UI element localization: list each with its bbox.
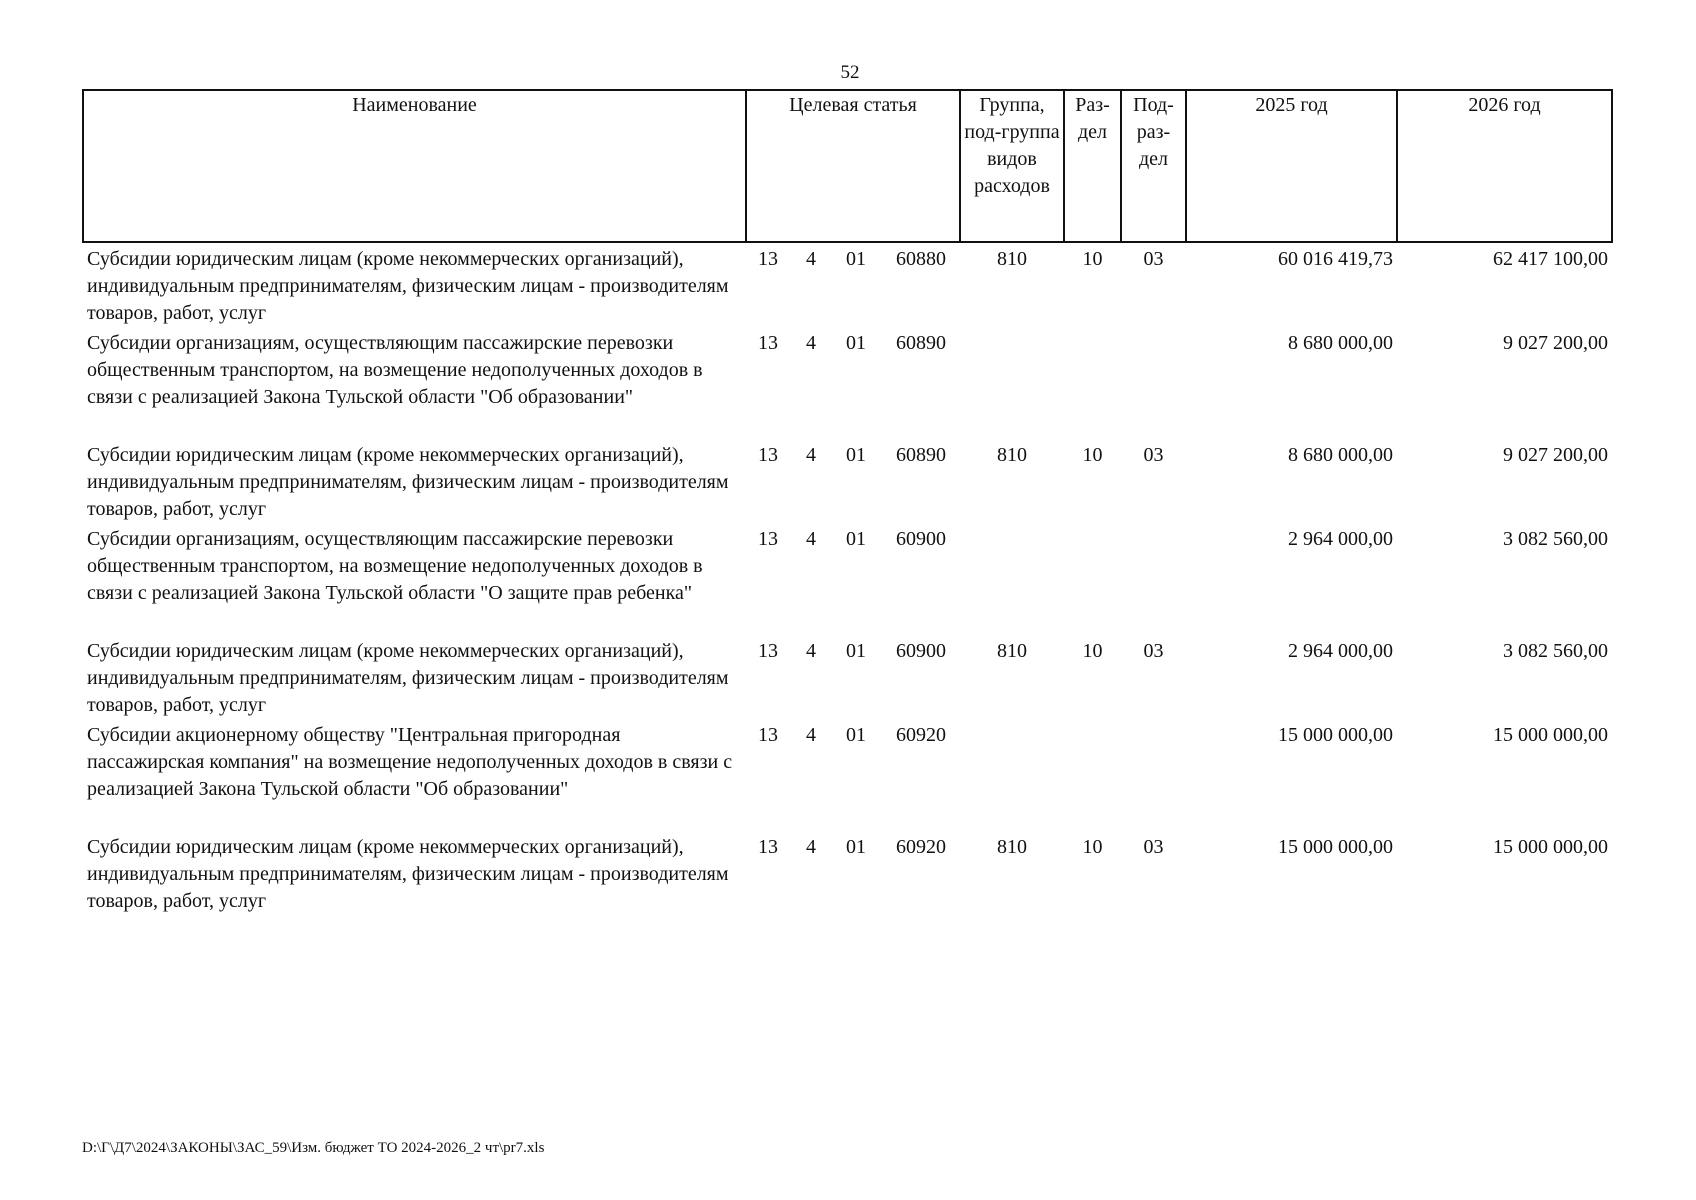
header-expense-group: Группа, под-группа видов расходов bbox=[960, 90, 1064, 242]
row-target-code bbox=[746, 327, 960, 439]
code-part: 01 bbox=[846, 528, 866, 550]
row-subsection bbox=[1121, 327, 1186, 439]
row-name: Субсидии юридическим лицам (кроме некоммерческих организаций), индивидуальным предпринимателям, физическим лицам - производителям товаров, работ, услуг bbox=[87, 640, 729, 716]
table-row bbox=[83, 523, 1612, 635]
code-part: 4 bbox=[806, 444, 816, 466]
code-part: 60900 bbox=[896, 528, 946, 550]
header-name: Наименование bbox=[83, 90, 746, 242]
code-part: 4 bbox=[806, 248, 816, 270]
code-part: 01 bbox=[846, 332, 866, 354]
row-section bbox=[1064, 327, 1121, 439]
code-part: 13 bbox=[758, 528, 778, 550]
row-amount-2025: 8 680 000,00 bbox=[1288, 444, 1393, 466]
row-target-code bbox=[746, 523, 960, 635]
row-group: 810 bbox=[997, 444, 1027, 466]
row-subsection: 03 bbox=[1143, 640, 1164, 662]
row-group bbox=[960, 327, 1064, 439]
code-part: 60900 bbox=[896, 640, 946, 662]
row-name: Субсидии организациям, осуществляющим пассажирские перевозки общественным транспортом, на возмещение недополученных доходов в связи с реализацией Закона Тульской области "О защите прав ребенка" bbox=[87, 528, 703, 604]
code-part: 13 bbox=[758, 640, 778, 662]
code-part: 01 bbox=[846, 640, 866, 662]
row-section: 10 bbox=[1082, 640, 1103, 662]
header-section: Раз-дел bbox=[1064, 90, 1121, 242]
row-section bbox=[1064, 523, 1121, 635]
page-number: 52 bbox=[840, 62, 860, 83]
budget-table-container bbox=[82, 89, 1611, 915]
code-part: 60920 bbox=[896, 724, 946, 746]
code-part: 4 bbox=[806, 724, 816, 746]
row-section: 10 bbox=[1082, 836, 1103, 858]
row-name: Субсидии юридическим лицам (кроме некоммерческих организаций), индивидуальным предпринимателям, физическим лицам - производителям товаров, работ, услуг bbox=[87, 444, 729, 520]
budget-table bbox=[82, 89, 1613, 915]
row-amount-2025: 8 680 000,00 bbox=[1288, 332, 1393, 354]
row-subsection: 03 bbox=[1143, 836, 1164, 858]
row-amount-2026: 9 027 200,00 bbox=[1503, 444, 1608, 466]
row-subsection bbox=[1121, 719, 1186, 831]
code-part: 4 bbox=[806, 836, 816, 858]
code-part: 13 bbox=[758, 248, 778, 270]
row-amount-2026: 15 000 000,00 bbox=[1493, 724, 1608, 746]
table-row bbox=[83, 831, 1612, 915]
code-part: 4 bbox=[806, 528, 816, 550]
code-part: 60890 bbox=[896, 444, 946, 466]
row-group: 810 bbox=[997, 640, 1027, 662]
code-part: 4 bbox=[806, 332, 816, 354]
table-row bbox=[83, 635, 1612, 719]
code-part: 4 bbox=[806, 640, 816, 662]
row-target-code bbox=[746, 242, 960, 327]
header-target-article: Целевая статья bbox=[746, 90, 960, 242]
row-amount-2026: 3 082 560,00 bbox=[1503, 640, 1608, 662]
row-amount-2026: 9 027 200,00 bbox=[1503, 332, 1608, 354]
row-section: 10 bbox=[1082, 444, 1103, 466]
row-amount-2025: 60 016 419,73 bbox=[1278, 248, 1393, 270]
row-subsection: 03 bbox=[1143, 248, 1164, 270]
row-amount-2026: 15 000 000,00 bbox=[1493, 836, 1608, 858]
row-amount-2026: 62 417 100,00 bbox=[1493, 248, 1608, 270]
code-part: 13 bbox=[758, 332, 778, 354]
row-name: Субсидии юридическим лицам (кроме некоммерческих организаций), индивидуальным предпринимателям, физическим лицам - производителям товаров, работ, услуг bbox=[87, 248, 729, 324]
row-target-code bbox=[746, 719, 960, 831]
table-row bbox=[83, 242, 1612, 327]
code-part: 60880 bbox=[896, 248, 946, 270]
row-amount-2025: 2 964 000,00 bbox=[1288, 640, 1393, 662]
code-part: 01 bbox=[846, 248, 866, 270]
file-path-footer: D:\Г\Д7\2024\ЗАКОНЫ\ЗАС_59\Изм. бюджет ТО 2024-2026_2 чт\pr7.xls bbox=[82, 1140, 545, 1156]
code-part: 13 bbox=[758, 444, 778, 466]
row-name: Субсидии организациям, осуществляющим пассажирские перевозки общественным транспортом, на возмещение недополученных доходов в связи с реализацией Закона Тульской области "Об образовании" bbox=[87, 332, 703, 408]
code-part: 60890 bbox=[896, 332, 946, 354]
row-subsection: 03 bbox=[1143, 444, 1164, 466]
row-group bbox=[960, 719, 1064, 831]
row-group bbox=[960, 523, 1064, 635]
table-body bbox=[83, 242, 1612, 915]
row-group: 810 bbox=[997, 248, 1027, 270]
row-group: 810 bbox=[997, 836, 1027, 858]
table-row bbox=[83, 327, 1612, 439]
header-year-2025: 2025 год bbox=[1186, 90, 1397, 242]
code-part: 60920 bbox=[896, 836, 946, 858]
header-year-2026: 2026 год bbox=[1397, 90, 1612, 242]
header-subsection: Под-раз-дел bbox=[1121, 90, 1186, 242]
code-part: 01 bbox=[846, 836, 866, 858]
code-part: 01 bbox=[846, 724, 866, 746]
row-section bbox=[1064, 719, 1121, 831]
row-subsection bbox=[1121, 523, 1186, 635]
table-row bbox=[83, 439, 1612, 523]
row-section: 10 bbox=[1082, 248, 1103, 270]
table-header bbox=[83, 90, 1612, 242]
code-part: 13 bbox=[758, 724, 778, 746]
row-amount-2025: 15 000 000,00 bbox=[1278, 724, 1393, 746]
row-amount-2026: 3 082 560,00 bbox=[1503, 528, 1608, 550]
code-part: 01 bbox=[846, 444, 866, 466]
row-target-code bbox=[746, 635, 960, 719]
row-name: Субсидии юридическим лицам (кроме некоммерческих организаций), индивидуальным предпринимателям, физическим лицам - производителям товаров, работ, услуг bbox=[87, 836, 729, 912]
row-amount-2025: 15 000 000,00 bbox=[1278, 836, 1393, 858]
row-target-code bbox=[746, 439, 960, 523]
row-name: Субсидии акционерному обществу "Центральная пригородная пассажирская компания" на возмещение недополученных доходов в связи с реализацией Закона Тульской области "Об образовании" bbox=[87, 724, 733, 800]
table-row bbox=[83, 719, 1612, 831]
code-part: 13 bbox=[758, 836, 778, 858]
row-target-code bbox=[746, 831, 960, 915]
row-amount-2025: 2 964 000,00 bbox=[1288, 528, 1393, 550]
